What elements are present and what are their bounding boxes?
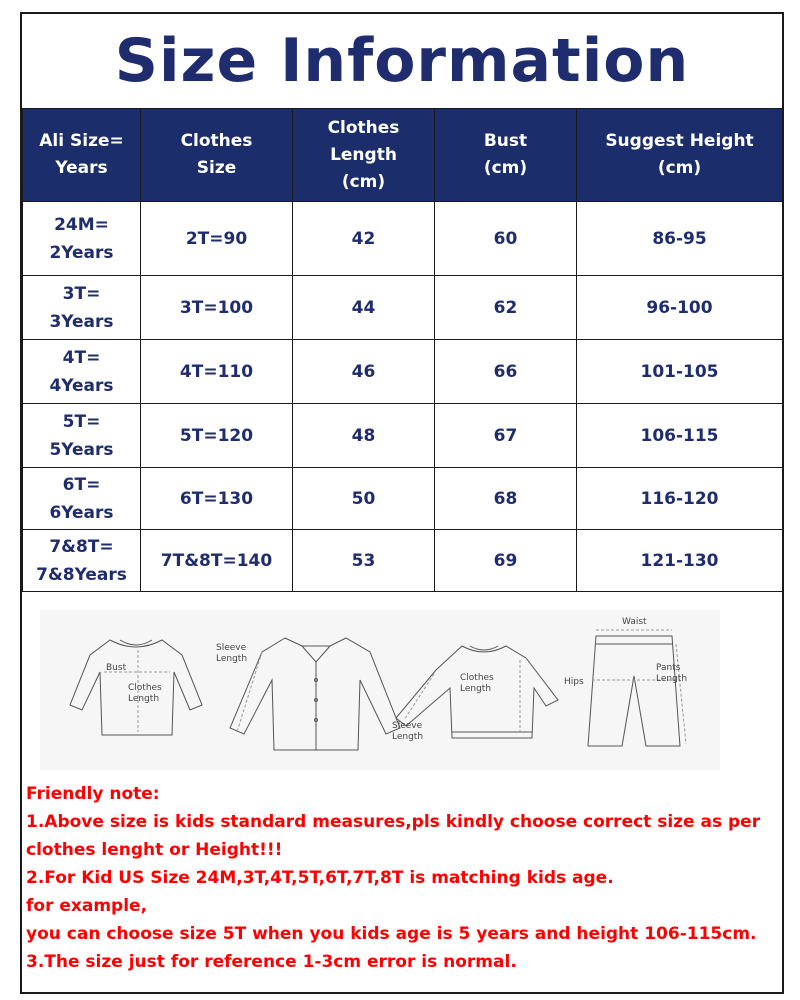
cell-clothes-length: 50 bbox=[293, 468, 435, 530]
cell-clothes-size: 5T=120 bbox=[141, 404, 293, 468]
label-line: Sleeve bbox=[216, 643, 247, 653]
label-line: Length bbox=[128, 694, 160, 704]
table-row bbox=[23, 530, 783, 592]
cell-clothes-size: 4T=110 bbox=[141, 340, 293, 404]
pants-illustration bbox=[588, 630, 686, 746]
col-header-bust: Bust (cm) bbox=[435, 109, 577, 202]
cell-suggest-height: 101-105 bbox=[577, 340, 783, 404]
cell-ali-size: 6T= 6Years bbox=[23, 468, 141, 530]
cell-clothes-size: 3T=100 bbox=[141, 276, 293, 340]
table-row bbox=[23, 404, 783, 468]
col-header-clothes-length: Clothes Length (cm) bbox=[293, 109, 435, 202]
friendly-notes bbox=[26, 780, 780, 976]
table-row bbox=[23, 202, 783, 276]
cell-clothes-length: 42 bbox=[293, 202, 435, 276]
cell-clothes-length: 46 bbox=[293, 340, 435, 404]
label-sweater-length bbox=[460, 673, 494, 694]
cell-ali-size: 7&8T= 7&8Years bbox=[23, 530, 141, 592]
label-line: Clothes bbox=[128, 683, 162, 693]
cell-bust: 69 bbox=[435, 530, 577, 592]
cell-suggest-height: 121-130 bbox=[577, 530, 783, 592]
label-line: Length bbox=[656, 674, 688, 684]
cell-bust: 67 bbox=[435, 404, 577, 468]
cell-bust: 62 bbox=[435, 276, 577, 340]
cell-clothes-length: 53 bbox=[293, 530, 435, 592]
cell-bust: 66 bbox=[435, 340, 577, 404]
cell-ali-size: 3T= 3Years bbox=[23, 276, 141, 340]
cell-ali-size: 24M= 2Years bbox=[23, 202, 141, 276]
label-bust: Bust bbox=[106, 663, 127, 673]
cell-ali-size: 5T= 5Years bbox=[23, 404, 141, 468]
label-line: Clothes bbox=[460, 673, 494, 683]
label-line: Length bbox=[460, 684, 492, 694]
note-heading: Friendly note: bbox=[26, 784, 160, 804]
table-row bbox=[23, 468, 783, 530]
label-line: Sleeve bbox=[392, 721, 423, 731]
cell-clothes-size: 6T=130 bbox=[141, 468, 293, 530]
cell-suggest-height: 86-95 bbox=[577, 202, 783, 276]
cell-bust: 68 bbox=[435, 468, 577, 530]
col-header-ali-size: Ali Size= Years bbox=[23, 109, 141, 202]
label-line: Length bbox=[392, 732, 424, 742]
cell-clothes-length: 44 bbox=[293, 276, 435, 340]
cell-clothes-size: 7T&8T=140 bbox=[141, 530, 293, 592]
label-tshirt-length bbox=[128, 683, 162, 704]
table-row bbox=[23, 340, 783, 404]
cell-bust: 60 bbox=[435, 202, 577, 276]
col-header-clothes-size: Clothes Size bbox=[141, 109, 293, 202]
cell-clothes-size: 2T=90 bbox=[141, 202, 293, 276]
page-title: Size Information bbox=[114, 26, 690, 96]
cell-ali-size: 4T= 4Years bbox=[23, 340, 141, 404]
note-item: 1.Above size is kids standard measures,pls kindly choose correct size as per clothes lenght or Height!!! bbox=[26, 812, 761, 860]
label-hips: Hips bbox=[564, 677, 584, 687]
label-line: Pants bbox=[656, 663, 681, 673]
garment-illustrations bbox=[40, 610, 720, 770]
cell-suggest-height: 106-115 bbox=[577, 404, 783, 468]
label-sweater-sleeve bbox=[392, 721, 423, 742]
label-waist: Waist bbox=[622, 617, 647, 627]
size-table bbox=[22, 108, 783, 592]
label-line: Length bbox=[216, 654, 248, 664]
col-header-suggest-height: Suggest Height (cm) bbox=[577, 109, 783, 202]
table-header-row bbox=[23, 109, 783, 202]
table-row bbox=[23, 276, 783, 340]
note-item: 2.For Kid US Size 24M,3T,4T,5T,6T,7T,8T is matching kids age. bbox=[26, 868, 614, 888]
measurement-diagram bbox=[40, 610, 720, 770]
cell-suggest-height: 96-100 bbox=[577, 276, 783, 340]
cell-clothes-length: 48 bbox=[293, 404, 435, 468]
size-chart-frame bbox=[20, 12, 784, 994]
note-item: 3.The size just for reference 1-3cm error is normal. bbox=[26, 952, 517, 972]
note-item: for example, bbox=[26, 896, 148, 916]
label-shirt-sleeve bbox=[216, 643, 247, 664]
note-item: you can choose size 5T when you kids age is 5 years and height 106-115cm. bbox=[26, 924, 757, 944]
cell-suggest-height: 116-120 bbox=[577, 468, 783, 530]
shirt-illustration bbox=[230, 638, 400, 750]
label-pants-length bbox=[656, 663, 687, 684]
